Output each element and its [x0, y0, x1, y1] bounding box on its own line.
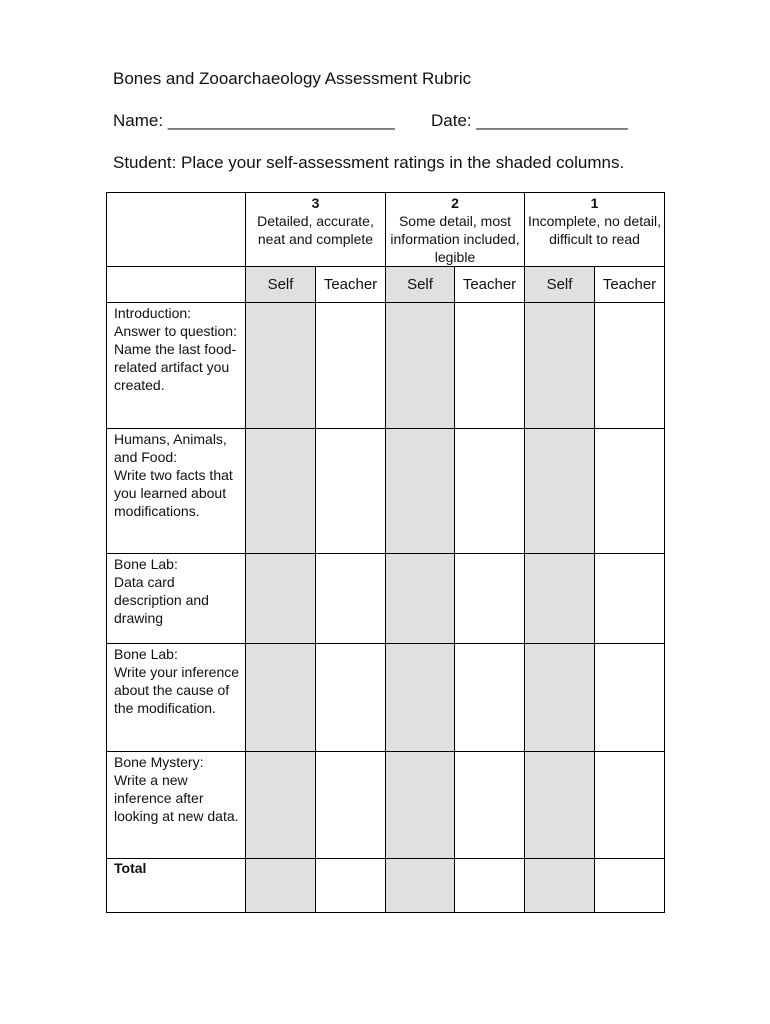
criterion-row-bone-lab-inference: [107, 644, 665, 752]
teacher-rating-cell[interactable]: [455, 644, 525, 752]
criterion-description: Data card description and drawing: [114, 574, 209, 626]
teacher-total-cell[interactable]: [316, 859, 386, 913]
criterion-title: Bone Lab:: [114, 556, 178, 572]
total-row: [107, 859, 665, 913]
self-total-cell[interactable]: [246, 859, 316, 913]
subheader-row: [107, 267, 665, 303]
level-2-header: [386, 193, 525, 267]
teacher-rating-cell[interactable]: [595, 752, 665, 859]
total-label: Total: [107, 859, 246, 913]
teacher-header: Teacher: [595, 267, 665, 303]
teacher-rating-cell[interactable]: [316, 429, 386, 554]
criterion-title: Introduction:: [114, 305, 192, 321]
teacher-rating-cell[interactable]: [455, 554, 525, 644]
teacher-header: Teacher: [316, 267, 386, 303]
self-header: Self: [525, 267, 595, 303]
teacher-rating-cell[interactable]: [455, 429, 525, 554]
criterion-description: Answer to question: Name the last food-related artifact you created.: [114, 323, 237, 393]
teacher-total-cell[interactable]: [455, 859, 525, 913]
level-1-header: [525, 193, 665, 267]
self-rating-cell[interactable]: [386, 554, 455, 644]
teacher-rating-cell[interactable]: [595, 554, 665, 644]
teacher-rating-cell[interactable]: [316, 303, 386, 429]
criterion-description: Write a new inference after looking at new data.: [114, 772, 239, 824]
blank-subheader-cell: [107, 267, 246, 303]
self-rating-cell[interactable]: [246, 644, 316, 752]
date-line[interactable]: [431, 111, 628, 131]
criterion-row-bone-lab-data-card: [107, 554, 665, 644]
self-rating-cell[interactable]: [386, 752, 455, 859]
instructions-text: Student: Place your self-assessment ratings in the shaded columns.: [113, 153, 625, 172]
self-rating-cell[interactable]: [525, 554, 595, 644]
self-rating-cell[interactable]: [525, 303, 595, 429]
teacher-total-cell[interactable]: [595, 859, 665, 913]
criterion-title: Bone Lab:: [114, 646, 178, 662]
level-description: Some detail, most information included, legible: [390, 213, 520, 265]
teacher-rating-cell[interactable]: [316, 554, 386, 644]
level-number: 2: [451, 195, 459, 211]
criterion-description: Write two facts that you learned about modifications.: [114, 467, 233, 519]
self-header: Self: [386, 267, 455, 303]
self-rating-cell[interactable]: [386, 429, 455, 554]
self-rating-cell[interactable]: [525, 429, 595, 554]
teacher-rating-cell[interactable]: [455, 752, 525, 859]
teacher-rating-cell[interactable]: [455, 303, 525, 429]
teacher-rating-cell[interactable]: [316, 644, 386, 752]
criterion-label: [107, 554, 246, 644]
teacher-header: Teacher: [455, 267, 525, 303]
self-header: Self: [246, 267, 316, 303]
level-description: Incomplete, no detail, difficult to read: [527, 213, 662, 247]
criterion-label: [107, 752, 246, 859]
teacher-rating-cell[interactable]: [595, 644, 665, 752]
self-rating-cell[interactable]: [246, 554, 316, 644]
self-rating-cell[interactable]: [386, 303, 455, 429]
level-description: Detailed, accurate, neat and complete: [257, 213, 374, 247]
criterion-description: Write your inference about the cause of the modification.: [114, 664, 240, 716]
level-header-row: [107, 193, 665, 267]
corner-cell: [107, 193, 246, 267]
name-line[interactable]: [113, 111, 395, 131]
self-rating-cell[interactable]: [386, 644, 455, 752]
criterion-row-humans-animals-food: [107, 429, 665, 554]
level-number: 3: [311, 195, 320, 211]
rubric-table: [106, 192, 665, 913]
name-blank[interactable]: ________________________: [167, 111, 395, 130]
self-rating-cell[interactable]: [246, 303, 316, 429]
date-label: Date:: [431, 111, 472, 130]
self-rating-cell[interactable]: [525, 644, 595, 752]
self-rating-cell[interactable]: [525, 752, 595, 859]
criterion-label: [107, 429, 246, 554]
level-number: 1: [590, 195, 599, 211]
self-total-cell[interactable]: [386, 859, 455, 913]
criterion-label: [107, 644, 246, 752]
teacher-rating-cell[interactable]: [316, 752, 386, 859]
teacher-rating-cell[interactable]: [595, 429, 665, 554]
level-3-header: [246, 193, 386, 267]
criterion-title: Humans, Animals, and Food:: [114, 431, 227, 465]
criterion-row-bone-mystery: [107, 752, 665, 859]
document-title: Bones and Zooarchaeology Assessment Rubric: [113, 69, 472, 88]
criterion-label: [107, 303, 246, 429]
criterion-row-introduction: [107, 303, 665, 429]
self-rating-cell[interactable]: [246, 429, 316, 554]
criterion-title: Bone Mystery:: [114, 754, 204, 770]
date-blank[interactable]: ________________: [476, 111, 628, 130]
teacher-rating-cell[interactable]: [595, 303, 665, 429]
self-rating-cell[interactable]: [246, 752, 316, 859]
name-label: Name:: [113, 111, 164, 130]
self-total-cell[interactable]: [525, 859, 595, 913]
